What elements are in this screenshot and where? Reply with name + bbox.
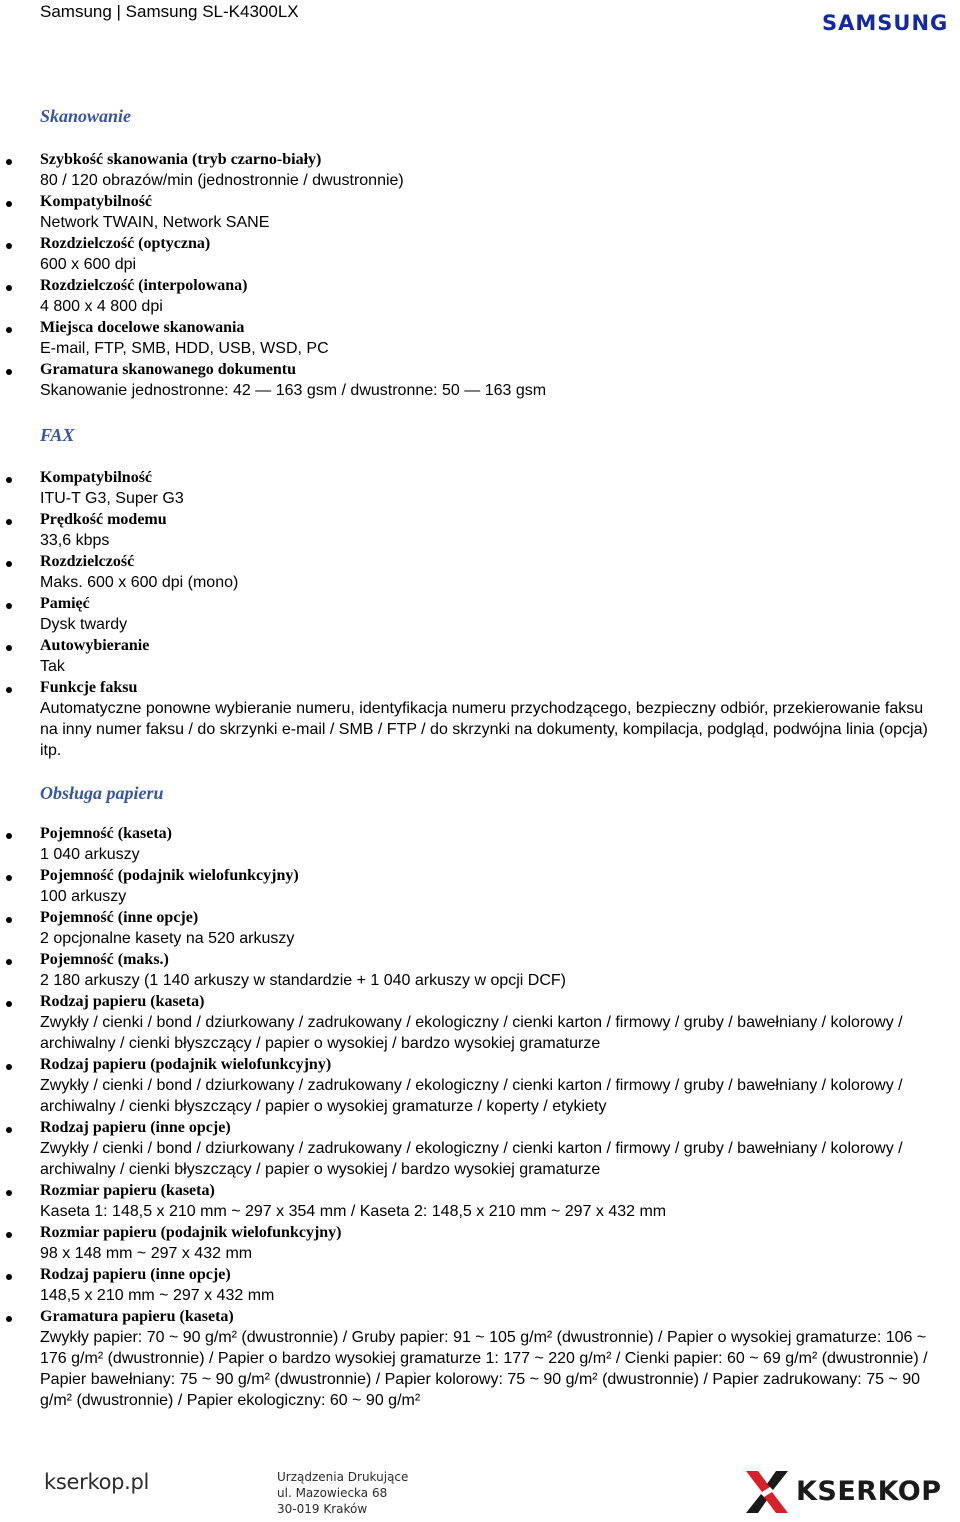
spec-value: Zwykły / cienki / bond / dziurkowany / zadrukowany / ekologiczny / cienki karton / firmowy / gruby / bawełniany / kolorowy / archiwalny / cienki błyszczący / papier o wysokiej gramaturze / koperty / etykiety bbox=[40, 1077, 903, 1115]
bullet-icon bbox=[6, 1316, 12, 1322]
spec-item bbox=[0, 359, 960, 401]
document-title: Samsung | Samsung SL-K4300LX bbox=[40, 2, 299, 21]
spec-label: Rodzaj papieru (inne opcje) bbox=[40, 1266, 231, 1283]
spec-item bbox=[0, 865, 960, 907]
spec-value: ITU-T G3, Super G3 bbox=[40, 490, 184, 507]
bullet-icon bbox=[6, 285, 12, 291]
spec-item bbox=[0, 1264, 960, 1306]
spec-label: Rodzaj papieru (podajnik wielofunkcyjny) bbox=[40, 1056, 332, 1073]
spec-item bbox=[0, 467, 960, 509]
spec-item bbox=[0, 1222, 960, 1264]
address-line: Urządzenia Drukujące bbox=[277, 1470, 409, 1484]
bullet-icon bbox=[6, 645, 12, 651]
spec-value: 98 x 148 mm ~ 297 x 432 mm bbox=[40, 1245, 253, 1262]
bullet-icon bbox=[6, 243, 12, 249]
spec-label: Funkcje faksu bbox=[40, 679, 138, 696]
spec-list-paper bbox=[0, 823, 960, 1411]
spec-label: Rodzaj papieru (inne opcje) bbox=[40, 1119, 231, 1136]
spec-value: 4 800 x 4 800 dpi bbox=[40, 298, 163, 315]
spec-item bbox=[0, 1054, 960, 1117]
section-title-scan: Skanowanie bbox=[40, 106, 132, 126]
bullet-icon bbox=[6, 603, 12, 609]
spec-list-fax bbox=[0, 467, 960, 761]
spec-item bbox=[0, 635, 960, 677]
footer-address bbox=[277, 1469, 408, 1517]
address-line: ul. Mazowiecka 68 bbox=[277, 1486, 388, 1500]
footer-url: kserkop.pl bbox=[44, 1470, 150, 1494]
spec-value: 33,6 kbps bbox=[40, 532, 110, 549]
spec-value: 600 x 600 dpi bbox=[40, 256, 137, 273]
spec-item bbox=[0, 677, 960, 761]
spec-label: Pojemność (inne opcje) bbox=[40, 909, 199, 926]
bullet-icon bbox=[6, 561, 12, 567]
bullet-icon bbox=[6, 1064, 12, 1070]
spec-item bbox=[0, 907, 960, 949]
spec-item bbox=[0, 551, 960, 593]
spec-item bbox=[0, 317, 960, 359]
spec-value: Network TWAIN, Network SANE bbox=[40, 214, 270, 231]
spec-item bbox=[0, 191, 960, 233]
spec-value: Zwykły / cienki / bond / dziurkowany / zadrukowany / ekologiczny / cienki karton / firmowy / gruby / bawełniany / kolorowy / archiwalny / cienki błyszczący / papier o wysokiej / bardzo wysokiej gramaturze bbox=[40, 1014, 903, 1052]
bullet-icon bbox=[6, 917, 12, 923]
kserkop-x-icon bbox=[746, 1471, 788, 1513]
spec-label: Rozdzielczość bbox=[40, 553, 135, 570]
spec-label: Gramatura skanowanego dokumentu bbox=[40, 361, 297, 378]
spec-item bbox=[0, 233, 960, 275]
spec-label: Rozdzielczość (interpolowana) bbox=[40, 277, 248, 294]
bullet-icon bbox=[6, 833, 12, 839]
spec-label: Gramatura papieru (kaseta) bbox=[40, 1308, 234, 1325]
spec-value: Dysk twardy bbox=[40, 616, 128, 633]
bullet-icon bbox=[6, 687, 12, 693]
spec-value: E-mail, FTP, SMB, HDD, USB, WSD, PC bbox=[40, 340, 329, 357]
spec-label: Autowybieranie bbox=[40, 637, 150, 654]
spec-value: Automatyczne ponowne wybieranie numeru, identyfikacja numeru przychodzącego, bezpieczny odbiór, przekierowanie faksu na inny numer faksu / do skrzynki e-mail / SMB / FTP / do skrzynki na dokumenty, kompilacja, podgląd, podwójna linia (opcja) itp. bbox=[40, 700, 928, 759]
bullet-icon bbox=[6, 1001, 12, 1007]
spec-label: Pamięć bbox=[40, 595, 90, 612]
spec-value: Zwykły / cienki / bond / dziurkowany / zadrukowany / ekologiczny / cienki karton / firmowy / gruby / bawełniany / kolorowy / archiwalny / cienki błyszczący / papier o wysokiej / bardzo wysokiej gramaturze bbox=[40, 1140, 903, 1178]
spec-value: 148,5 x 210 mm ~ 297 x 432 mm bbox=[40, 1287, 275, 1304]
bullet-icon bbox=[6, 159, 12, 165]
spec-label: Pojemność (maks.) bbox=[40, 951, 169, 968]
spec-label: Rozmiar papieru (kaseta) bbox=[40, 1182, 215, 1199]
bullet-icon bbox=[6, 369, 12, 375]
page-header bbox=[0, 0, 960, 40]
bullet-icon bbox=[6, 477, 12, 483]
section-title-paper: Obsługa papieru bbox=[40, 783, 164, 803]
address-line: 30-019 Kraków bbox=[277, 1502, 368, 1516]
spec-value: Skanowanie jednostronne: 42 — 163 gsm / dwustronne: 50 — 163 gsm bbox=[40, 382, 547, 399]
spec-label: Szybkość skanowania (tryb czarno-biały) bbox=[40, 151, 322, 168]
spec-value: Zwykły papier: 70 ~ 90 g/m² (dwustronnie) / Gruby papier: 91 ~ 105 g/m² (dwustronnie) / Papier o wysokiej gramaturze: 106 ~ 176 g/m² (dwustronnie) / Papier o bardzo wysokiej gramaturze 1: 177 ~ 220 g/m² / Cienki papier: 60 ~ 69 g/m² (dwustronnie) / Papier bawełniany: 75 ~ 90 g/m² (dwustronnie) / Papier kolorowy: 75 ~ 90 g/m² (dwustronnie) / Papier zadrukowany: 75 ~ 90 g/m² (dwustronnie) / Papier ekologiczny: 60 ~ 90 g/m² bbox=[40, 1329, 928, 1409]
spec-item bbox=[0, 593, 960, 635]
spec-label: Pojemność (kaseta) bbox=[40, 825, 172, 842]
spec-item bbox=[0, 149, 960, 191]
spec-list-scan bbox=[0, 149, 960, 401]
bullet-icon bbox=[6, 327, 12, 333]
bullet-icon bbox=[6, 1190, 12, 1196]
spec-value: 2 opcjonalne kasety na 520 arkuszy bbox=[40, 930, 295, 947]
spec-item bbox=[0, 1306, 960, 1411]
spec-label: Kompatybilność bbox=[40, 193, 153, 210]
bullet-icon bbox=[6, 959, 12, 965]
spec-label: Rodzaj papieru (kaseta) bbox=[40, 993, 205, 1010]
section-title-fax: FAX bbox=[40, 425, 75, 445]
spec-value: 1 040 arkuszy bbox=[40, 846, 140, 863]
spec-content bbox=[0, 104, 960, 1411]
spec-item bbox=[0, 509, 960, 551]
samsung-logo: SAMSUNG bbox=[822, 11, 949, 35]
bullet-icon bbox=[6, 1127, 12, 1133]
spec-label: Rozdzielczość (optyczna) bbox=[40, 235, 211, 252]
spec-item bbox=[0, 1180, 960, 1222]
spec-label: Rozmiar papieru (podajnik wielofunkcyjny) bbox=[40, 1224, 342, 1241]
bullet-icon bbox=[6, 1274, 12, 1280]
spec-value: Kaseta 1: 148,5 x 210 mm ~ 297 x 354 mm / Kaseta 2: 148,5 x 210 mm ~ 297 x 432 mm bbox=[40, 1203, 667, 1220]
spec-label: Kompatybilność bbox=[40, 469, 153, 486]
bullet-icon bbox=[6, 875, 12, 881]
spec-item bbox=[0, 1117, 960, 1180]
spec-item bbox=[0, 275, 960, 317]
spec-value: 100 arkuszy bbox=[40, 888, 127, 905]
spec-value: 2 180 arkuszy (1 140 arkuszy w standardzie + 1 040 arkuszy w opcji DCF) bbox=[40, 972, 567, 989]
page-footer bbox=[0, 1460, 960, 1522]
kserkop-brand-name: KSERKOP bbox=[796, 1476, 942, 1507]
spec-label: Miejsca docelowe skanowania bbox=[40, 319, 245, 336]
spec-item bbox=[0, 949, 960, 991]
bullet-icon bbox=[6, 519, 12, 525]
spec-value: Maks. 600 x 600 dpi (mono) bbox=[40, 574, 239, 591]
spec-item bbox=[0, 823, 960, 865]
spec-label: Prędkość modemu bbox=[40, 511, 167, 528]
spec-value: Tak bbox=[40, 658, 65, 675]
spec-label: Pojemność (podajnik wielofunkcyjny) bbox=[40, 867, 299, 884]
spec-value: 80 / 120 obrazów/min (jednostronnie / dwustronnie) bbox=[40, 172, 404, 189]
spec-item bbox=[0, 991, 960, 1054]
bullet-icon bbox=[6, 201, 12, 207]
bullet-icon bbox=[6, 1232, 12, 1238]
